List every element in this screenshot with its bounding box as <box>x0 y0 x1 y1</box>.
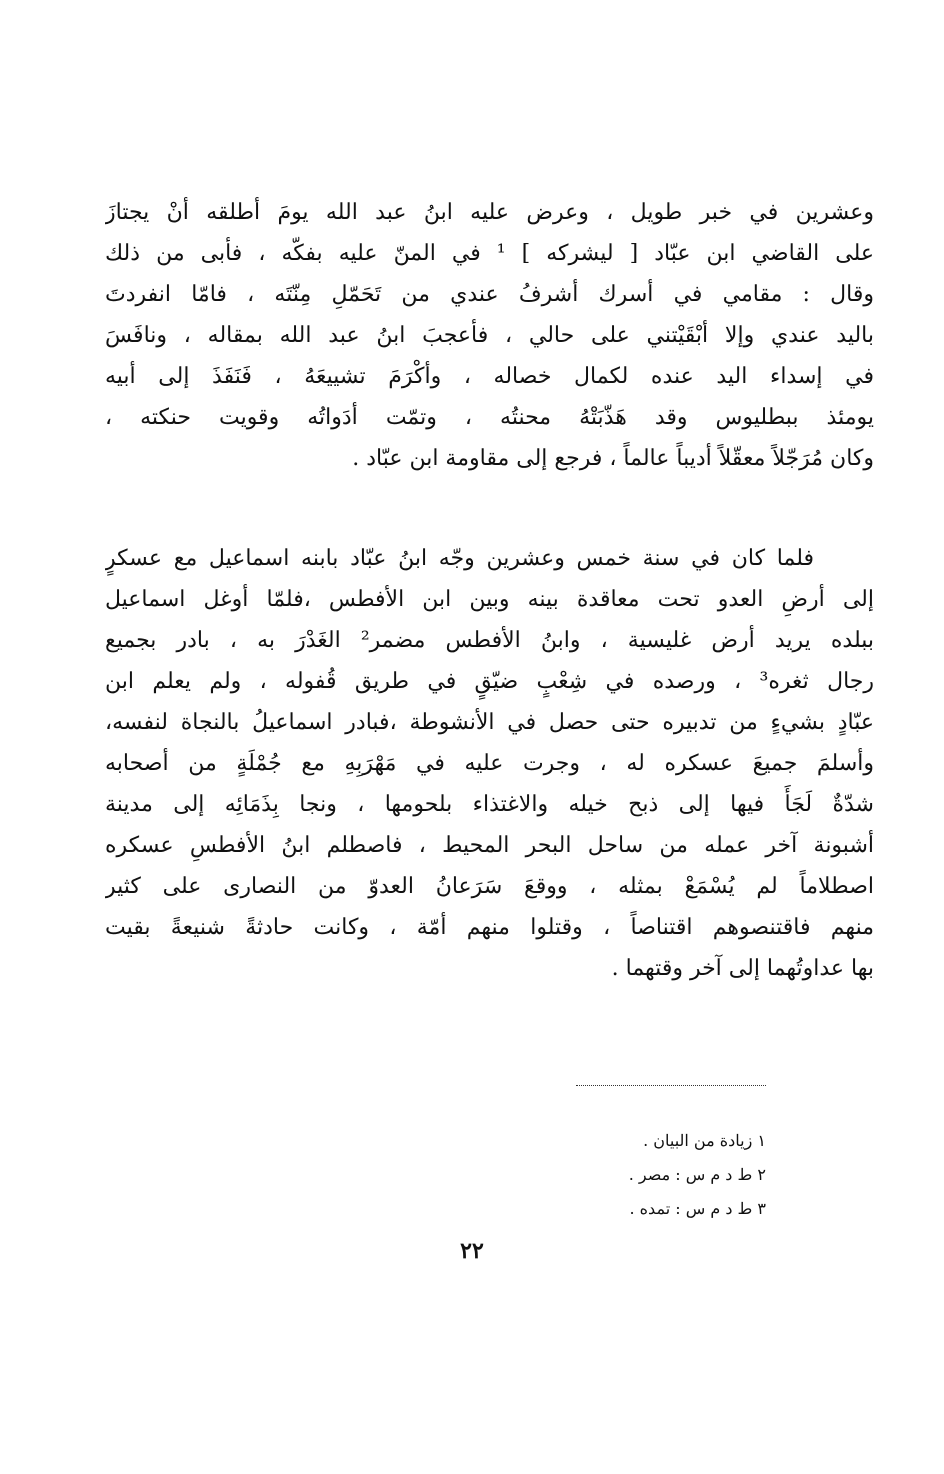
text-line: إلى أرضِ العدو تحت معاقدة بينه وبين ابن الأفطس ،فلمّا أوغل اسماعيل <box>105 587 874 612</box>
text-line: وكان مُرَجّلاً معقّلاً أديباً عالماً ، فرجع إلى مقاومة ابن عبّاد . <box>352 446 874 471</box>
text-line: منهم فاقتنصوهم اقتناصاً ، وقتلوا منهم أمّة ، وكانت حادثةً شنيعةً بقيت <box>105 915 874 940</box>
text-line: وعشرين في خبر طويل ، وعرض عليه ابنُ عبد الله يومَ أطلقه أنْ يجتازَ <box>105 200 874 225</box>
text-line: في إسداء اليد عنده لكمال خصاله ، وأكْرَمَ تشييعَهُ ، فَنَفَذَ إلى أبيه <box>105 364 874 389</box>
text-line: وأسلمَ جميعَ عسكره له ، وجرت عليه في مَهْرَبِهِ مع جُمْلَةٍ من أصحابه <box>105 751 874 776</box>
paragraph-2 <box>105 538 874 989</box>
page-number: ٢٢ <box>460 1238 484 1264</box>
text-line: اصطلاماً لم يُسْمَعْ بمثله ، ووقعَ سَرَعانُ العدوّ من النصارى على كثير <box>105 874 874 899</box>
text-line: أشبونة آخر عمله من ساحل البحر المحيط ، فاصطلم ابنُ الأفطسِ عسكره <box>105 833 874 858</box>
text-line: ببلده يريد أرض غليسية ، وابنُ الأفطس مضمر² الغَدْرَ به ، بادر بجميع <box>105 628 874 653</box>
footnote-1: ١ زيادة من البيان . <box>643 1131 766 1150</box>
text-line: شدّةٌ لَجَأَ فيها إلى ذبح خيله والاغتذاء بلحومها ، ونجا بِذَمَائِه إلى مدينة <box>105 792 874 817</box>
text-line: يومئذ ببطليوس وقد هَذّبَتْهُ محنتُه ، وتمّت أدَواتُه وقويت حنكته ، <box>105 405 874 430</box>
text-line: باليد عندي وإلا أبْقَيْتني على حالي ، فأعجبَ ابنُ عبد الله بمقاله ، ونافَسَ <box>105 323 874 348</box>
text-line: بها عداوتُهما إلى آخر وقتهما . <box>611 956 874 981</box>
text-line: عبّادٍ بشيءٍ من تدبيره حتى حصل في الأنشوطة ،فبادر اسماعيلُ بالنجاة لنفسه، <box>105 710 874 735</box>
footnotes <box>560 1124 766 1226</box>
paragraph-1 <box>105 192 874 479</box>
footnote-2: ٢ ط د م س : مصر . <box>628 1165 766 1184</box>
text-line: رجال ثغره³ ، ورصده في شِعْبٍ ضيّقٍ في طريق قُفوله ، ولم يعلم ابن <box>105 669 874 694</box>
footnote-3: ٣ ط د م س : تمده . <box>629 1199 766 1218</box>
footnote-separator <box>576 1085 766 1086</box>
text-line: فلما كان في سنة خمس وعشرين وجّه ابنُ عبّاد بابنه اسماعيل مع عسكرٍ <box>105 546 814 571</box>
text-line: وقال : مقامي في أسرك أشرفُ عندي من تَحَمّلِ مِنّتَه ، فامّا انفردتَ <box>105 282 874 307</box>
text-line: على القاضي ابن عبّاد [ ليشركه ] ¹ في المنّ عليه بفكّه ، فأبى من ذلك <box>105 241 874 266</box>
